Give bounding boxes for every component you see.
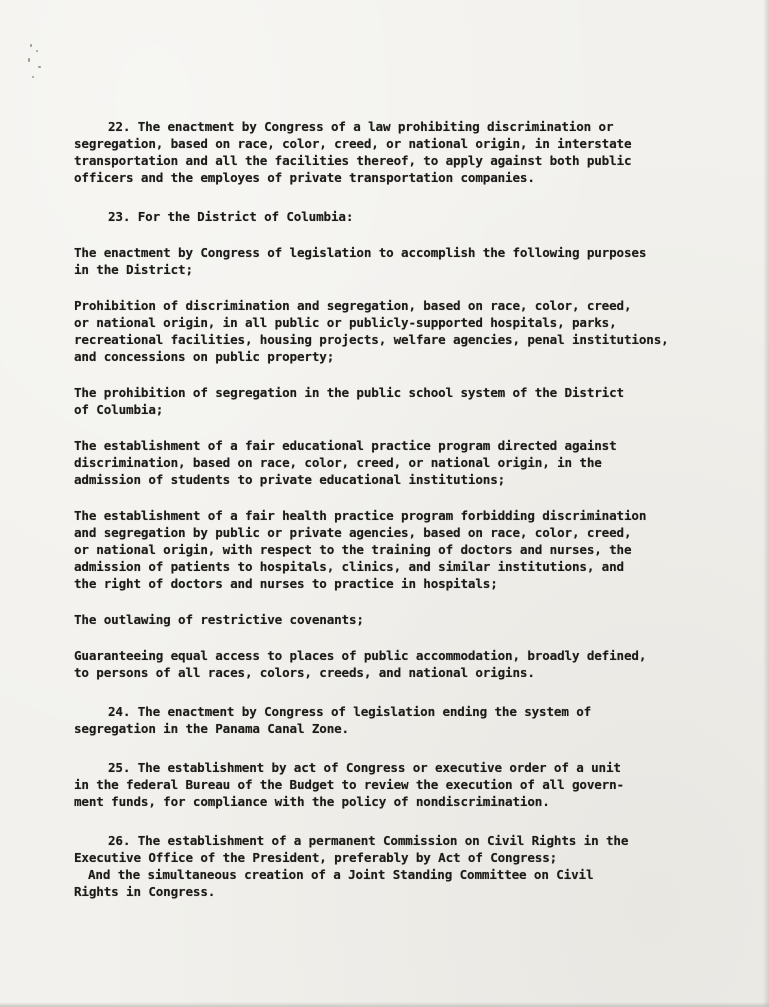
paragraph-item-24 [74,703,724,737]
paragraph-item-26 [74,832,724,900]
document-body [74,118,724,900]
text-line: and segregation by public or private agencies, based on race, color, creed, [74,525,632,540]
text-line: in the federal Bureau of the Budget to review the execution of all govern- [74,777,624,792]
text-line: and concessions on public property; [74,349,335,364]
paragraph-item-23-f [74,647,724,681]
text-line: 24. The enactment by Congress of legislation ending the system of [108,704,592,719]
paragraph-item-22 [74,118,724,186]
text-line: officers and the employes of private transportation companies. [74,170,535,185]
text-line: 22. The enactment by Congress of a law prohibiting discrimination or [108,119,614,134]
text-line: ment funds, for compliance with the policy of nondiscrimination. [74,794,550,809]
text-line: Executive Office of the President, preferably by Act of Congress; [74,850,558,865]
paragraph-item-25 [74,759,724,810]
text-line: of Columbia; [74,402,164,417]
text-line: The outlawing of restrictive covenants; [74,612,364,627]
text-line: transportation and all the facilities thereof, to apply against both public [74,153,632,168]
page-right-edge [763,0,769,1007]
text-line: or national origin, in all public or publicly-supported hospitals, parks, [74,315,617,330]
paragraph-item-23-intro [74,244,724,278]
binding-marks [24,40,54,100]
text-line: to persons of all races, colors, creeds, and national origins. [74,665,535,680]
paragraph-item-23-e [74,611,724,628]
text-line: The enactment by Congress of legislation to accomplish the following purposes [74,245,647,260]
text-line: 26. The establishment of a permanent Commission on Civil Rights in the [108,833,629,848]
paragraph-item-23-c [74,437,724,488]
text-line: Rights in Congress. [74,884,216,899]
text-line: Prohibition of discrimination and segregation, based on race, color, creed, [74,298,632,313]
page-bottom-edge [0,1002,769,1007]
text-line: 23. For the District of Columbia: [108,209,354,224]
text-line: recreational facilities, housing projects, welfare agencies, penal institutions, [74,332,669,347]
text-line: admission of students to private educational institutions; [74,472,506,487]
text-line: segregation, based on race, color, creed, or national origin, in interstate [74,136,632,151]
text-line: Guaranteeing equal access to places of public accommodation, broadly defined, [74,648,647,663]
text-line: The establishment of a fair educational practice program directed against [74,438,617,453]
paragraph-item-23-d [74,507,724,592]
text-line: in the District; [74,262,193,277]
text-line: segregation in the Panama Canal Zone. [74,721,349,736]
text-line: The establishment of a fair health practice program forbidding discrimination [74,508,647,523]
paragraph-item-23-a [74,297,724,365]
text-line: admission of patients to hospitals, clinics, and similar institutions, and [74,559,624,574]
text-line: 25. The establishment by act of Congress or executive order of a unit [108,760,621,775]
text-line: or national origin, with respect to the training of doctors and nurses, the [74,542,632,557]
paragraph-item-23-b [74,384,724,418]
paragraph-item-23 [74,208,724,225]
text-line: discrimination, based on race, color, creed, or national origin, in the [74,455,602,470]
text-line: The prohibition of segregation in the public school system of the District [74,385,624,400]
text-line: the right of doctors and nurses to practice in hospitals; [74,576,498,591]
text-line: And the simultaneous creation of a Joint Standing Committee on Civil [88,867,594,882]
